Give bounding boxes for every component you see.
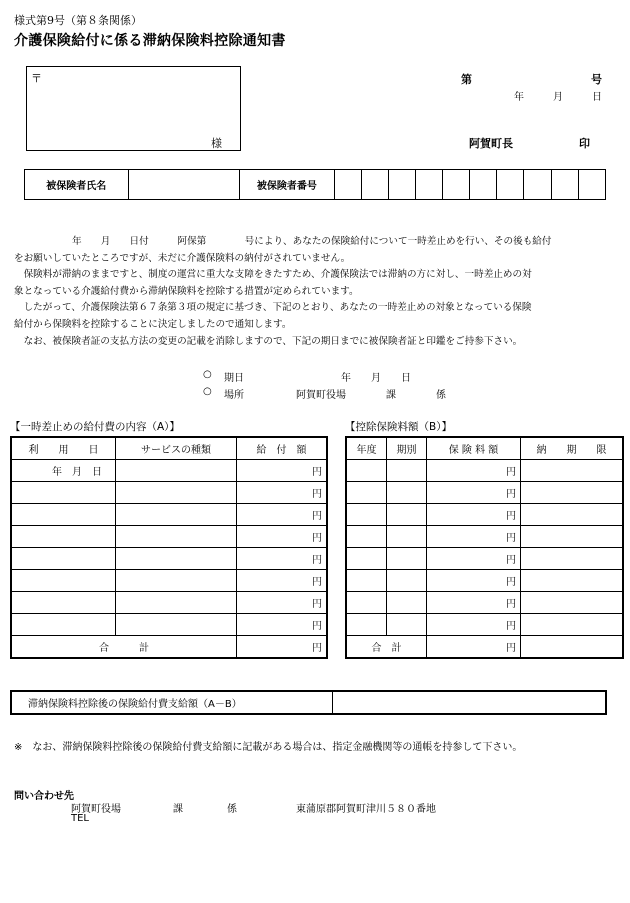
period-cell[interactable] [387,570,427,592]
due-date-cell[interactable] [521,504,624,526]
premium-cell[interactable]: 円 [427,570,521,592]
col-header-use-date: 利 用 日 [11,437,116,460]
use-date-cell[interactable] [11,570,116,592]
period-cell[interactable] [387,548,427,570]
use-date-cell[interactable] [11,482,116,504]
insured-number-digit[interactable] [443,170,470,200]
amount-cell[interactable]: 円 [237,592,328,614]
period-cell[interactable] [387,592,427,614]
body-p3-line1: したがって、介護保険法第６７条第３項の規定に基づき、下記のとおり、あなたの一時差止めの対象となっている保険 [14,302,532,314]
fiscal-year-cell[interactable] [346,504,387,526]
contact-tel: TEL [71,813,89,824]
seal-mark: 印 [579,137,590,150]
due-date-cell[interactable] [521,460,624,482]
table-row [346,548,623,570]
premium-cell[interactable]: 円 [427,592,521,614]
table-row [11,482,327,504]
contact-ka: 課 [173,804,183,815]
bank-book-note: ※ なお、滞納保険料控除後の保険給付費支給額に記載がある場合は、指定金融機関等の通帳を持参して下さい。 [14,742,523,753]
total-label: 合 計 [346,636,427,659]
form-number: 様式第9号（第８条関係） [14,14,142,27]
appointment-place-label: 場所 [224,390,244,401]
table-row [346,570,623,592]
insured-info-table [24,169,606,200]
contact-heading: 問い合わせ先 [14,791,74,802]
period-cell[interactable] [387,504,427,526]
service-type-cell[interactable] [116,482,237,504]
sender-name: 阿賀町長 [469,137,513,150]
appointment-date-label: 期日 [224,373,244,384]
service-type-cell[interactable] [116,614,237,636]
amount-cell[interactable]: 円 [237,482,328,504]
insured-number-digit[interactable] [497,170,524,200]
fiscal-year-cell[interactable] [346,548,387,570]
use-date-cell[interactable] [11,548,116,570]
deducted-premium-table [345,436,624,659]
service-type-cell[interactable] [116,460,237,482]
table-row [11,592,327,614]
period-cell[interactable] [387,614,427,636]
service-type-cell[interactable] [116,504,237,526]
body-p4: なお、被保険者証の支払方法の変更の記載を消除しますので、下記の期日までに被保険者証と印鑑をご持参下さい。 [14,335,523,347]
fiscal-year-cell[interactable] [346,592,387,614]
table-row [11,504,327,526]
col-header-benefit-amount: 給 付 額 [237,437,328,460]
contact-office: 阿賀町役場 [71,804,121,815]
use-date-cell[interactable] [11,592,116,614]
body-p3-line2: 給付から保険料を控除することに決定しましたので通知します。 [14,318,292,330]
body-p2-line2: 象となっている介護給付費から滞納保険料を控除する措置が定められています。 [14,285,359,297]
balance-amount-field[interactable] [333,691,607,714]
table-total-row [11,636,327,659]
amount-cell[interactable]: 円 [237,570,328,592]
total-premium-cell[interactable]: 円 [427,636,521,659]
service-type-cell[interactable] [116,548,237,570]
service-type-cell[interactable] [116,592,237,614]
service-type-cell[interactable] [116,526,237,548]
due-date-cell[interactable] [521,526,624,548]
due-date-cell[interactable] [521,570,624,592]
appointment-date-value: 年 月 日 [341,373,411,384]
premium-cell[interactable]: 円 [427,526,521,548]
premium-cell[interactable]: 円 [427,482,521,504]
fiscal-year-cell[interactable] [346,526,387,548]
doc-number-go: 号 [591,73,602,86]
insured-number-digit[interactable] [334,170,361,200]
notice-body [14,234,616,350]
service-type-cell[interactable] [116,570,237,592]
date-month: 月 [553,92,563,103]
total-label: 合 計 [11,636,237,659]
table-row [11,526,327,548]
insured-number-label: 被保険者番号 [240,170,334,200]
premium-cell[interactable]: 円 [427,614,521,636]
premium-cell[interactable]: 円 [427,504,521,526]
amount-cell[interactable]: 円 [237,460,328,482]
due-date-cell[interactable] [521,548,624,570]
premium-cell[interactable]: 円 [427,460,521,482]
contact-kakari: 係 [227,804,237,815]
doc-number-dai: 第 [461,73,472,86]
table-row [11,570,327,592]
insured-number-digit[interactable] [524,170,551,200]
date-year: 年 [514,92,524,103]
col-header-fiscal-year: 年度 [346,437,387,460]
balance-table [10,690,607,715]
use-date-cell[interactable]: 年 月 日 [11,460,116,482]
premium-cell[interactable]: 円 [427,548,521,570]
balance-label: 滞納保険料控除後の保険給付費支給額（A－B） [11,691,333,714]
postal-mark: 〒 [31,72,42,85]
body-p1-line1: 年 月 日付 阿保第 号により、あなたの保険給付について一時差止めを行い、その後も給付 [72,236,552,247]
use-date-cell[interactable] [11,526,116,548]
table-row [346,526,623,548]
table-row [11,548,327,570]
insured-number-digit[interactable] [470,170,497,200]
col-header-due-date: 納 期 限 [521,437,624,460]
table-row [346,482,623,504]
suspended-benefits-table [10,436,328,659]
period-cell[interactable] [387,482,427,504]
table-row [346,592,623,614]
amount-cell[interactable]: 円 [237,504,328,526]
fiscal-year-cell[interactable] [346,570,387,592]
insured-number-digit[interactable] [388,170,415,200]
table-b-heading: 【控除保険料額（B）】 [345,421,452,433]
col-header-period: 期別 [387,437,427,460]
fiscal-year-cell[interactable] [346,460,387,482]
document-title: 介護保険給付に係る滞納保険料控除通知書 [14,33,286,49]
table-row [346,460,623,482]
insured-number-digit[interactable] [361,170,388,200]
use-date-cell[interactable] [11,504,116,526]
amount-cell[interactable]: 円 [237,614,328,636]
use-date-cell[interactable] [11,614,116,636]
table-a-heading: 【一時差止めの給付費の内容（A）】 [10,421,180,433]
table-row [346,614,623,636]
address-box [26,66,241,151]
insured-number-digit[interactable] [578,170,605,200]
contact-address: 東蒲原郡阿賀町津川５８０番地 [296,804,436,815]
table-total-row [346,636,623,659]
amount-cell[interactable]: 円 [237,526,328,548]
insured-number-digit[interactable] [551,170,578,200]
due-date-cell[interactable] [521,592,624,614]
due-date-cell[interactable] [521,482,624,504]
due-date-cell[interactable] [521,614,624,636]
total-amount-cell[interactable]: 円 [237,636,328,659]
date-day: 日 [592,92,602,103]
table-row [11,460,327,482]
appointment-place-value: 阿賀町役場 課 係 [296,390,446,401]
total-due-date-cell[interactable] [521,636,624,659]
address-sama: 様 [211,137,222,150]
col-header-service-type: サービスの種類 [116,437,237,460]
table-row [346,504,623,526]
body-p2-line1: 保険料が滞納のままですと、制度の運営に重大な支障をきたすため、介護保険法では滞納の方に対し、一時差止めの対 [14,269,532,281]
period-cell[interactable] [387,460,427,482]
fiscal-year-cell[interactable] [346,482,387,504]
insured-number-digit[interactable] [415,170,442,200]
amount-cell[interactable]: 円 [237,548,328,570]
fiscal-year-cell[interactable] [346,614,387,636]
insured-name-label: 被保険者氏名 [25,170,129,200]
table-row [11,614,327,636]
insured-name-field[interactable] [128,170,240,200]
date-bullet: ○ [203,369,212,380]
col-header-premium-amount: 保 険 料 額 [427,437,521,460]
body-p1-line2: をお願いしていたところですが、未だに介護保険料の納付がされていません。 [14,252,351,264]
place-bullet: ○ [203,386,212,397]
period-cell[interactable] [387,526,427,548]
